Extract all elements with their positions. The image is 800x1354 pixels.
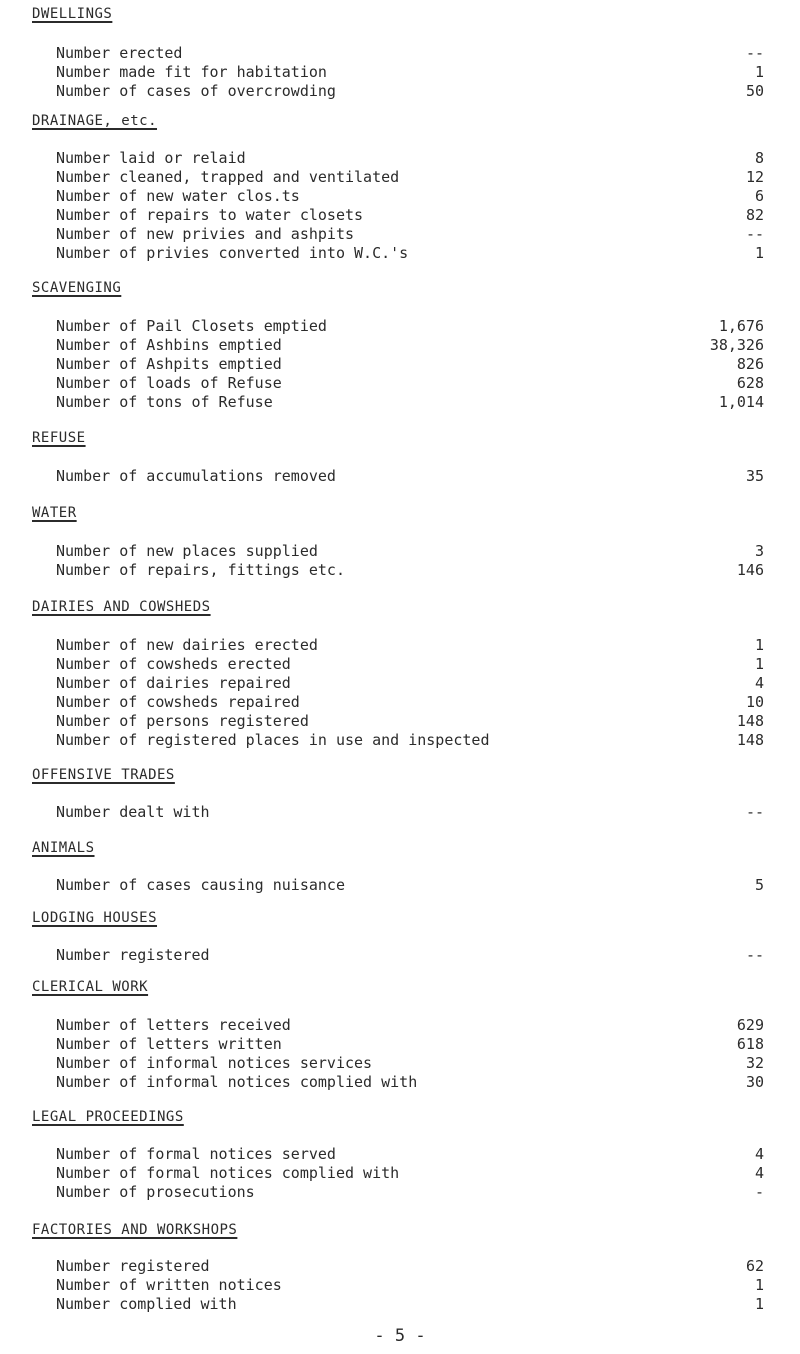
table-row [0,712,800,732]
row-value: 1 [754,1276,764,1294]
row-label: Number of privies converted into W.C.'s [56,244,409,262]
row-label: Number of Pail Closets emptied [56,317,327,335]
row-label: Number of letters received [56,1016,291,1034]
table-row [0,336,800,356]
row-value: 1,014 [718,393,764,411]
row-value: 6 [754,187,764,205]
row-value: 32 [745,1054,764,1072]
section-heading: DRAINAGE, etc. [32,113,158,129]
section-heading: DWELLINGS [32,6,113,22]
section-heading: OFFENSIVE TRADES [32,767,175,783]
table-row [0,876,800,896]
row-label: Number of repairs, fittings etc. [56,561,345,579]
row-value: 148 [736,731,764,749]
row-value: 1 [754,636,764,654]
row-label: Number registered [56,946,210,964]
row-value: 4 [754,674,764,692]
row-label: Number of formal notices served [56,1145,336,1163]
row-label: Number of registered places in use and inspected [56,731,490,749]
row-value: 82 [745,206,764,224]
table-row [0,467,800,487]
table-row [0,1035,800,1055]
table-row [0,561,800,581]
table-row [0,374,800,394]
row-label: Number of cases of overcrowding [56,82,336,100]
row-label: Number of persons registered [56,712,309,730]
table-row [0,206,800,226]
row-value: 8 [754,149,764,167]
row-value: 35 [745,467,764,485]
table-row [0,803,800,823]
row-value: 1,676 [718,317,764,335]
row-value: -- [745,946,764,964]
table-row [0,168,800,188]
row-value: 629 [736,1016,764,1034]
row-value: -- [745,225,764,243]
section-heading: ANIMALS [32,840,95,856]
table-row [0,1295,800,1315]
row-value: 50 [745,82,764,100]
row-value: 30 [745,1073,764,1091]
row-value: 146 [736,561,764,579]
row-label: Number of accumulations removed [56,467,336,485]
section-heading: CLERICAL WORK [32,979,149,995]
row-label: Number of loads of Refuse [56,374,282,392]
section-heading: DAIRIES AND COWSHEDS [32,599,211,615]
row-label: Number of informal notices services [56,1054,373,1072]
table-row [0,1164,800,1184]
table-row [0,44,800,64]
table-row [0,244,800,264]
row-label: Number registered [56,1257,210,1275]
row-value: -- [745,44,764,62]
row-label: Number of new places supplied [56,542,318,560]
row-label: Number laid or relaid [56,149,246,167]
row-label: Number of tons of Refuse [56,393,273,411]
table-row [0,1016,800,1036]
table-row [0,149,800,169]
table-row [0,693,800,713]
row-value: 10 [745,693,764,711]
table-row [0,317,800,337]
row-label: Number complied with [56,1295,237,1313]
row-label: Number of repairs to water closets [56,206,364,224]
section-heading: LODGING HOUSES [32,910,158,926]
row-label: Number of cases causing nuisance [56,876,345,894]
table-row [0,1073,800,1093]
row-label: Number of cowsheds repaired [56,693,300,711]
row-label: Number of new privies and ashpits [56,225,355,243]
row-label: Number made fit for habitation [56,63,327,81]
row-value: 1 [754,244,764,262]
table-row [0,1257,800,1277]
table-row [0,946,800,966]
row-value: 1 [754,63,764,81]
table-row [0,731,800,751]
table-row [0,542,800,562]
row-label: Number of written notices [56,1276,282,1294]
row-label: Number of new dairies erected [56,636,318,654]
row-value: 618 [736,1035,764,1053]
row-label: Number of informal notices complied with [56,1073,418,1091]
row-label: Number of formal notices complied with [56,1164,400,1182]
row-value: 1 [754,655,764,673]
row-label: Number of Ashpits emptied [56,355,282,373]
row-label: Number erected [56,44,183,62]
section-heading: REFUSE [32,430,86,446]
row-label: Number of cowsheds erected [56,655,291,673]
table-row [0,225,800,245]
row-value: 62 [745,1257,764,1275]
row-value: 1 [754,1295,764,1313]
row-label: Number dealt with [56,803,210,821]
row-value: 3 [754,542,764,560]
row-label: Number of dairies repaired [56,674,291,692]
table-row [0,187,800,207]
section-heading: WATER [32,505,77,521]
table-row [0,82,800,102]
table-row [0,674,800,694]
row-value: - [754,1183,764,1201]
table-row [0,1183,800,1203]
row-value: -- [745,803,764,821]
row-value: 148 [736,712,764,730]
row-value: 5 [754,876,764,894]
table-row [0,1054,800,1074]
row-label: Number of new water clos.ts [56,187,300,205]
table-row [0,655,800,675]
row-label: Number of prosecutions [56,1183,255,1201]
row-value: 826 [736,355,764,373]
row-value: 4 [754,1145,764,1163]
row-label: Number of Ashbins emptied [56,336,282,354]
table-row [0,636,800,656]
row-label: Number of letters written [56,1035,282,1053]
section-heading: LEGAL PROCEEDINGS [32,1109,184,1125]
row-value: 38,326 [709,336,764,354]
page-number: - 5 - [374,1326,426,1346]
table-row [0,63,800,83]
row-value: 4 [754,1164,764,1182]
section-heading: SCAVENGING [32,280,122,296]
table-row [0,355,800,375]
table-row [0,1276,800,1296]
table-row [0,393,800,413]
row-label: Number cleaned, trapped and ventilated [56,168,400,186]
row-value: 12 [745,168,764,186]
table-row [0,1145,800,1165]
row-value: 628 [736,374,764,392]
section-heading: FACTORIES AND WORKSHOPS [32,1222,238,1238]
